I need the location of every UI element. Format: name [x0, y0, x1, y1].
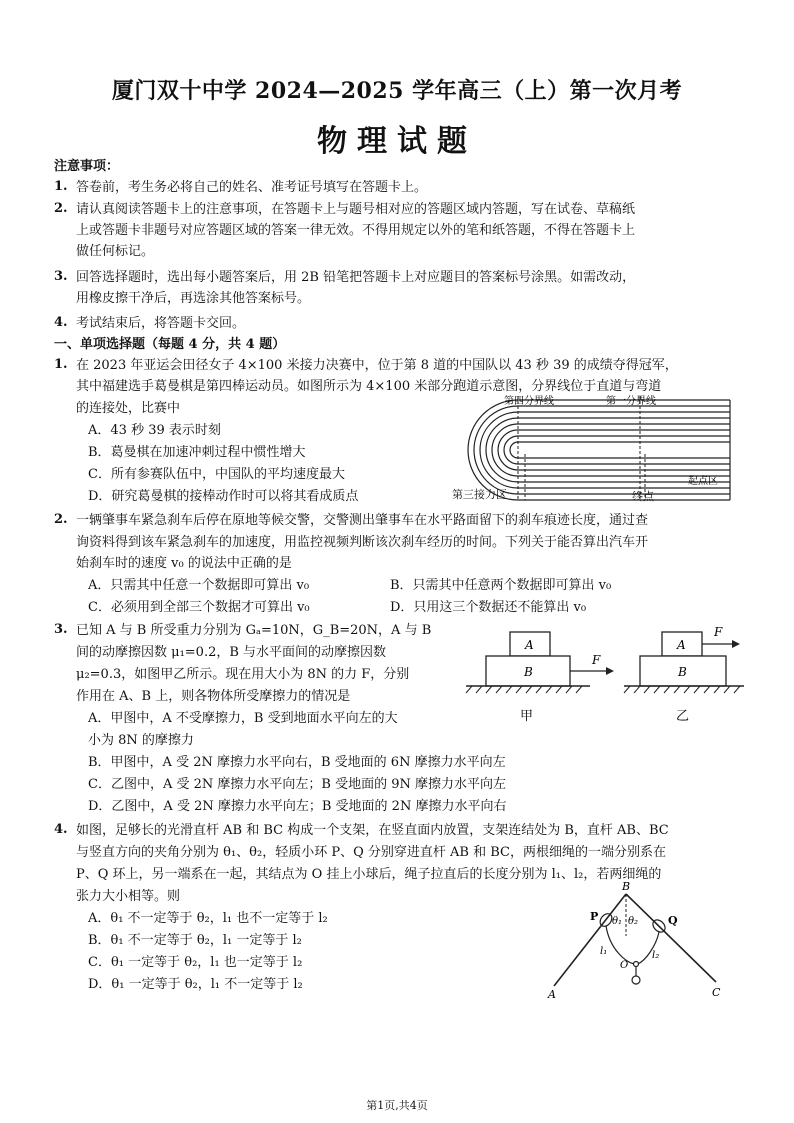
- label-o: O: [620, 960, 629, 971]
- option-b: B．甲图中，A 受 2N 摩擦力水平向右，B 受地面的 6N 摩擦力水平向左: [88, 755, 506, 770]
- question-line: 其中福建选手葛曼棋是第四棒运动员。如图所示为 4×100 米部分跑道示意图，分界线位于直道与弯道: [76, 379, 662, 394]
- exam-title: 厦门双十中学 2024—2025 学年高三（上）第一次月考: [111, 78, 683, 104]
- rod-ab: [554, 894, 629, 986]
- question-line: 已知 A 与 B 所受重力分别为 Gₐ=10N，G_B=20N，A 与 B: [76, 623, 432, 638]
- notice-number: 3.: [54, 269, 68, 284]
- label-f-yi: F: [714, 625, 723, 639]
- rope-l1: [606, 926, 634, 964]
- notice-heading: 注意事项：: [54, 159, 120, 174]
- option-b: B．只需其中任意两个数据即可算出 v₀: [390, 578, 612, 593]
- question-line: 在 2023 年亚运会田径女子 4×100 米接力决赛中，位于第 8 道的中国队以 43 秒 39 的成绩夺得冠军，: [76, 358, 678, 373]
- option-a: A．43 秒 39 表示时刻: [88, 423, 221, 438]
- notice-line: 上或答题卡非题号对应答题区域的答案一律无效。不得用规定以外的笔和纸答题，不得在答题卡上: [76, 223, 636, 238]
- rod-bc: [626, 894, 716, 982]
- notice-line: 做任何标记。: [76, 244, 155, 259]
- label-a: A: [548, 988, 556, 1000]
- label-f-jia: F: [592, 653, 601, 667]
- question-line: 如图，足够长的光滑直杆 AB 和 BC 构成一个支架，在竖直面内放置，支架连结处为 B，直杆 AB、BC: [76, 823, 669, 838]
- notice-number: 4.: [54, 315, 68, 330]
- question-line: 张力大小相等。则: [76, 889, 181, 904]
- label-l2: l₂: [652, 950, 660, 961]
- question-number: 1.: [54, 357, 68, 372]
- notice-line: 回答选择题时，选出每小题答案后，用 2B 铅笔把答题卡上对应题目的答案标号涂黑。如需改动，: [76, 270, 636, 285]
- label-first-line: 第一分界线: [606, 396, 656, 407]
- option-d: D．只用这三个数据还不能算出 v₀: [390, 600, 587, 615]
- label-q: Q: [668, 914, 678, 927]
- question-line: 询资料得到该车紧急刹车的加速度，用监控视频判断该次刹车经历的时间。下列关于能否算出汽车开: [76, 535, 649, 550]
- notice-line: 用橡皮擦干净后，再选涂其他答案标号。: [76, 291, 311, 306]
- label-start-zone: 起点区: [688, 476, 718, 487]
- question-number: 2.: [54, 512, 68, 527]
- option-c: C．所有参赛队伍中，中国队的平均速度最大: [88, 467, 345, 482]
- question-line: 的连接处，比赛中: [76, 401, 181, 416]
- label-finish: 终点: [632, 490, 654, 503]
- option-d: D．乙图中，A 受 2N 摩擦力水平向左；B 受地面的 2N 摩擦力水平向右: [88, 799, 507, 814]
- option-a-cont: 小为 8N 的摩擦力: [88, 733, 194, 748]
- option-a: A．θ₁ 不一定等于 θ₂，l₁ 也不一定等于 l₂: [88, 911, 328, 926]
- subject-title: 物理试题: [317, 124, 477, 159]
- friction-diagram: [458, 620, 748, 728]
- label-theta1: θ₁: [612, 916, 623, 927]
- label-third-zone: 第三接力区: [452, 488, 507, 501]
- label-l1: l₁: [600, 946, 608, 957]
- option-d: D．θ₁ 一定等于 θ₂，l₁ 不一定等于 l₂: [88, 977, 303, 992]
- knot-o: [634, 962, 639, 967]
- option-b: B．θ₁ 不一定等于 θ₂，l₁ 一定等于 l₂: [88, 933, 302, 948]
- label-fourth-line: 第四分界线: [504, 396, 554, 407]
- question-line: 与竖直方向的夹角分别为 θ₁、θ₂，轻质小环 P、Q 分别穿进直杆 AB 和 BC，两根细绳的一端分别系在: [76, 845, 666, 860]
- option-a: A．只需其中任意一个数据即可算出 v₀: [88, 578, 310, 593]
- option-c: C．必须用到全部三个数据才可算出 v₀: [88, 600, 310, 615]
- page-number: 第1页,共4页: [366, 1099, 428, 1112]
- label-a-yi: A: [677, 638, 686, 652]
- option-b: B．葛曼棋在加速冲刺过程中惯性增大: [88, 445, 306, 460]
- label-p: P: [590, 910, 599, 923]
- support-diagram: [540, 880, 730, 1000]
- notice-line: 请认真阅读答题卡上的注意事项，在答题卡上与题号相对应的答题区域内答题，写在试卷、草稿纸: [76, 202, 636, 217]
- label-b-jia: B: [524, 665, 533, 679]
- label-b: B: [622, 880, 631, 893]
- question-line: 始刹车时的速度 v₀ 的说法中正确的是: [76, 556, 292, 571]
- question-line: 间的动摩擦因数 μ₁=0.2，B 与水平面间的动摩擦因数: [76, 645, 387, 660]
- label-yi: 乙: [676, 709, 690, 724]
- section-title: 一、单项选择题（每题 4 分，共 4 题）: [54, 337, 286, 352]
- option-a: A．甲图中，A 不受摩擦力，B 受到地面水平向左的大: [88, 711, 398, 726]
- label-b-yi: B: [678, 665, 687, 679]
- option-d: D．研究葛曼棋的接棒动作时可以将其看成质点: [88, 489, 359, 504]
- label-theta2: θ₂: [628, 916, 639, 927]
- question-line: 一辆肇事车紧急刹车后停在原地等候交警，交警测出肇事车在水平路面留下的刹车痕迹长度，通过查: [76, 513, 649, 528]
- label-c: C: [712, 986, 721, 999]
- label-jia: 甲: [520, 709, 534, 724]
- notice-line: 考试结束后，将答题卡交回。: [76, 316, 246, 331]
- figure-jia: [466, 632, 614, 724]
- question-line: μ₂=0.3，如图甲乙所示。现在用大小为 8N 的力 F，分别: [76, 667, 410, 682]
- notice-number: 2.: [54, 201, 68, 216]
- ball: [632, 976, 640, 984]
- question-line: P、Q 环上，另一端系在一起，其结点为 O 挂上小球后，绳子拉直后的长度分别为 l₁、l₂，若两细绳的: [76, 867, 662, 882]
- figure-yi: [624, 625, 744, 724]
- question-number: 4.: [54, 822, 68, 837]
- notice-line: 答卷前，考生务必将自己的姓名、准考证号填写在答题卡上。: [76, 180, 428, 195]
- option-c: C．θ₁ 一定等于 θ₂，l₁ 也一定等于 l₂: [88, 955, 303, 970]
- question-number: 3.: [54, 622, 68, 637]
- question-line: 作用在 A、B 上，则各物体所受摩擦力的情况是: [76, 689, 351, 704]
- notice-number: 1.: [54, 179, 68, 194]
- label-a-jia: A: [525, 638, 534, 652]
- option-c: C．乙图中，A 受 2N 摩擦力水平向左；B 受地面的 9N 摩擦力水平向左: [88, 777, 506, 792]
